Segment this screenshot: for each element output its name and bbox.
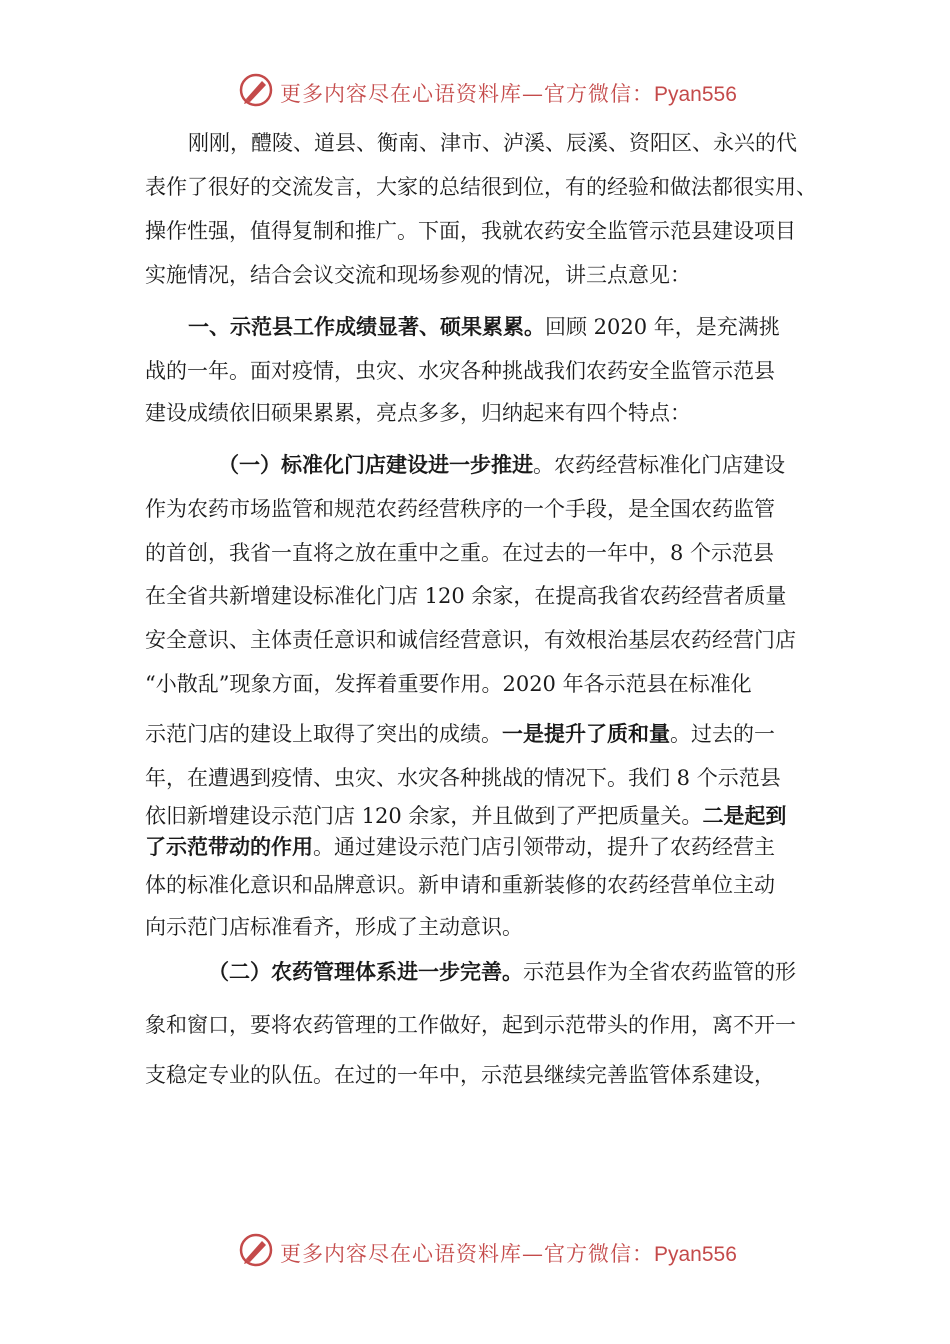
text-segment: 体的标准化意识和品牌意识。新申请和重新装修的农药经营单位主动 <box>145 873 775 897</box>
text-segment: 向示范门店标准看齐，形成了主动意识。 <box>145 915 523 939</box>
text-segment: 。农药经营标准化门店建设 <box>533 453 785 477</box>
text-line <box>145 172 817 202</box>
text-segment: 。过去的一 <box>670 722 775 746</box>
text-segment: 作为农药市场监管和规范农药经营秩序的一个手段，是全国农药监管 <box>145 497 775 521</box>
text-line <box>145 912 523 942</box>
text-segment: 战的一年。面对疫情，虫灾、水灾各种挑战我们农药安全监管示范县 <box>145 359 775 383</box>
text-segment: 操作性强，值得复制和推广。下面，我就农药安全监管示范县建设项目 <box>145 219 796 243</box>
text-segment: 示范门店的建设上取得了突出的成绩。 <box>145 722 502 746</box>
watermark-header <box>0 72 950 112</box>
text-line <box>188 312 780 342</box>
text-segment: 回顾 2020 年，是充满挑 <box>545 315 780 339</box>
bold-heading-segment: （一）标准化门店建设进一步推进 <box>218 453 533 477</box>
watermark-text: 更多内容尽在心语资料库—官方微信：Pyan556 <box>280 1242 737 1266</box>
text-line <box>145 398 691 428</box>
text-line <box>145 538 774 568</box>
text-segment: “小散乱”现象方面，发挥着重要作用。2020 年各示范县在标准化 <box>145 672 752 696</box>
text-line <box>145 625 796 655</box>
pen-logo-icon <box>238 1232 274 1268</box>
text-line <box>218 450 785 480</box>
text-line <box>145 669 752 699</box>
bold-heading-segment: 一是提升了质和量 <box>502 722 670 746</box>
bold-heading-segment: 二是起到 <box>702 804 787 828</box>
text-segment: 。通过建设示范门店引领带动，提升了农药经营主 <box>313 835 775 859</box>
text-line <box>145 870 775 900</box>
text-line <box>145 260 691 290</box>
text-line <box>145 356 775 386</box>
text-segment: 刚刚，醴陵、道县、衡南、津市、泸溪、辰溪、资阳区、永兴的代 <box>188 131 797 155</box>
bold-heading-segment: 了示范带动的作用 <box>145 835 313 859</box>
text-segment: 的首创，我省一直将之放在重中之重。在过去的一年中，8 个示范县 <box>145 541 775 565</box>
text-segment: 表作了很好的交流发言，大家的总结很到位，有的经验和做法都很实用、 <box>145 175 817 199</box>
text-line <box>208 957 796 987</box>
text-line <box>188 128 797 158</box>
text-line <box>145 763 781 793</box>
text-line <box>145 1010 796 1040</box>
text-segment: 依旧新增建设示范门店 120 余家，并且做到了严把质量关。 <box>145 804 703 828</box>
text-segment: 年，在遭遇到疫情、虫灾、水灾各种挑战的情况下。我们 8 个示范县 <box>145 766 781 790</box>
text-line <box>145 216 796 246</box>
text-segment: 支稳定专业的队伍。在过的一年中，示范县继续完善监管体系建设， <box>145 1063 775 1087</box>
text-segment: 示范县作为全省农药监管的形 <box>523 960 796 984</box>
text-line <box>145 719 775 749</box>
bold-heading-segment: 一、示范县工作成绩显著、硕果累累。 <box>188 315 545 339</box>
text-segment: 建设成绩依旧硕果累累，亮点多多，归纳起来有四个特点： <box>145 401 691 425</box>
text-line <box>145 581 786 611</box>
text-line <box>145 801 786 831</box>
pen-logo-icon <box>238 72 274 108</box>
text-segment: 实施情况，结合会议交流和现场参观的情况，讲三点意见： <box>145 263 691 287</box>
text-line <box>145 494 775 524</box>
watermark-text: 更多内容尽在心语资料库—官方微信：Pyan556 <box>280 82 737 106</box>
text-segment: 象和窗口，要将农药管理的工作做好，起到示范带头的作用，离不开一 <box>145 1013 796 1037</box>
text-line <box>145 1060 775 1090</box>
text-line <box>145 832 775 862</box>
text-segment: 在全省共新增建设标准化门店 120 余家，在提高我省农药经营者质量 <box>145 584 787 608</box>
bold-heading-segment: （二）农药管理体系进一步完善。 <box>208 960 523 984</box>
text-segment: 安全意识、主体责任意识和诚信经营意识，有效根治基层农药经营门店 <box>145 628 796 652</box>
watermark-footer <box>0 1232 950 1272</box>
